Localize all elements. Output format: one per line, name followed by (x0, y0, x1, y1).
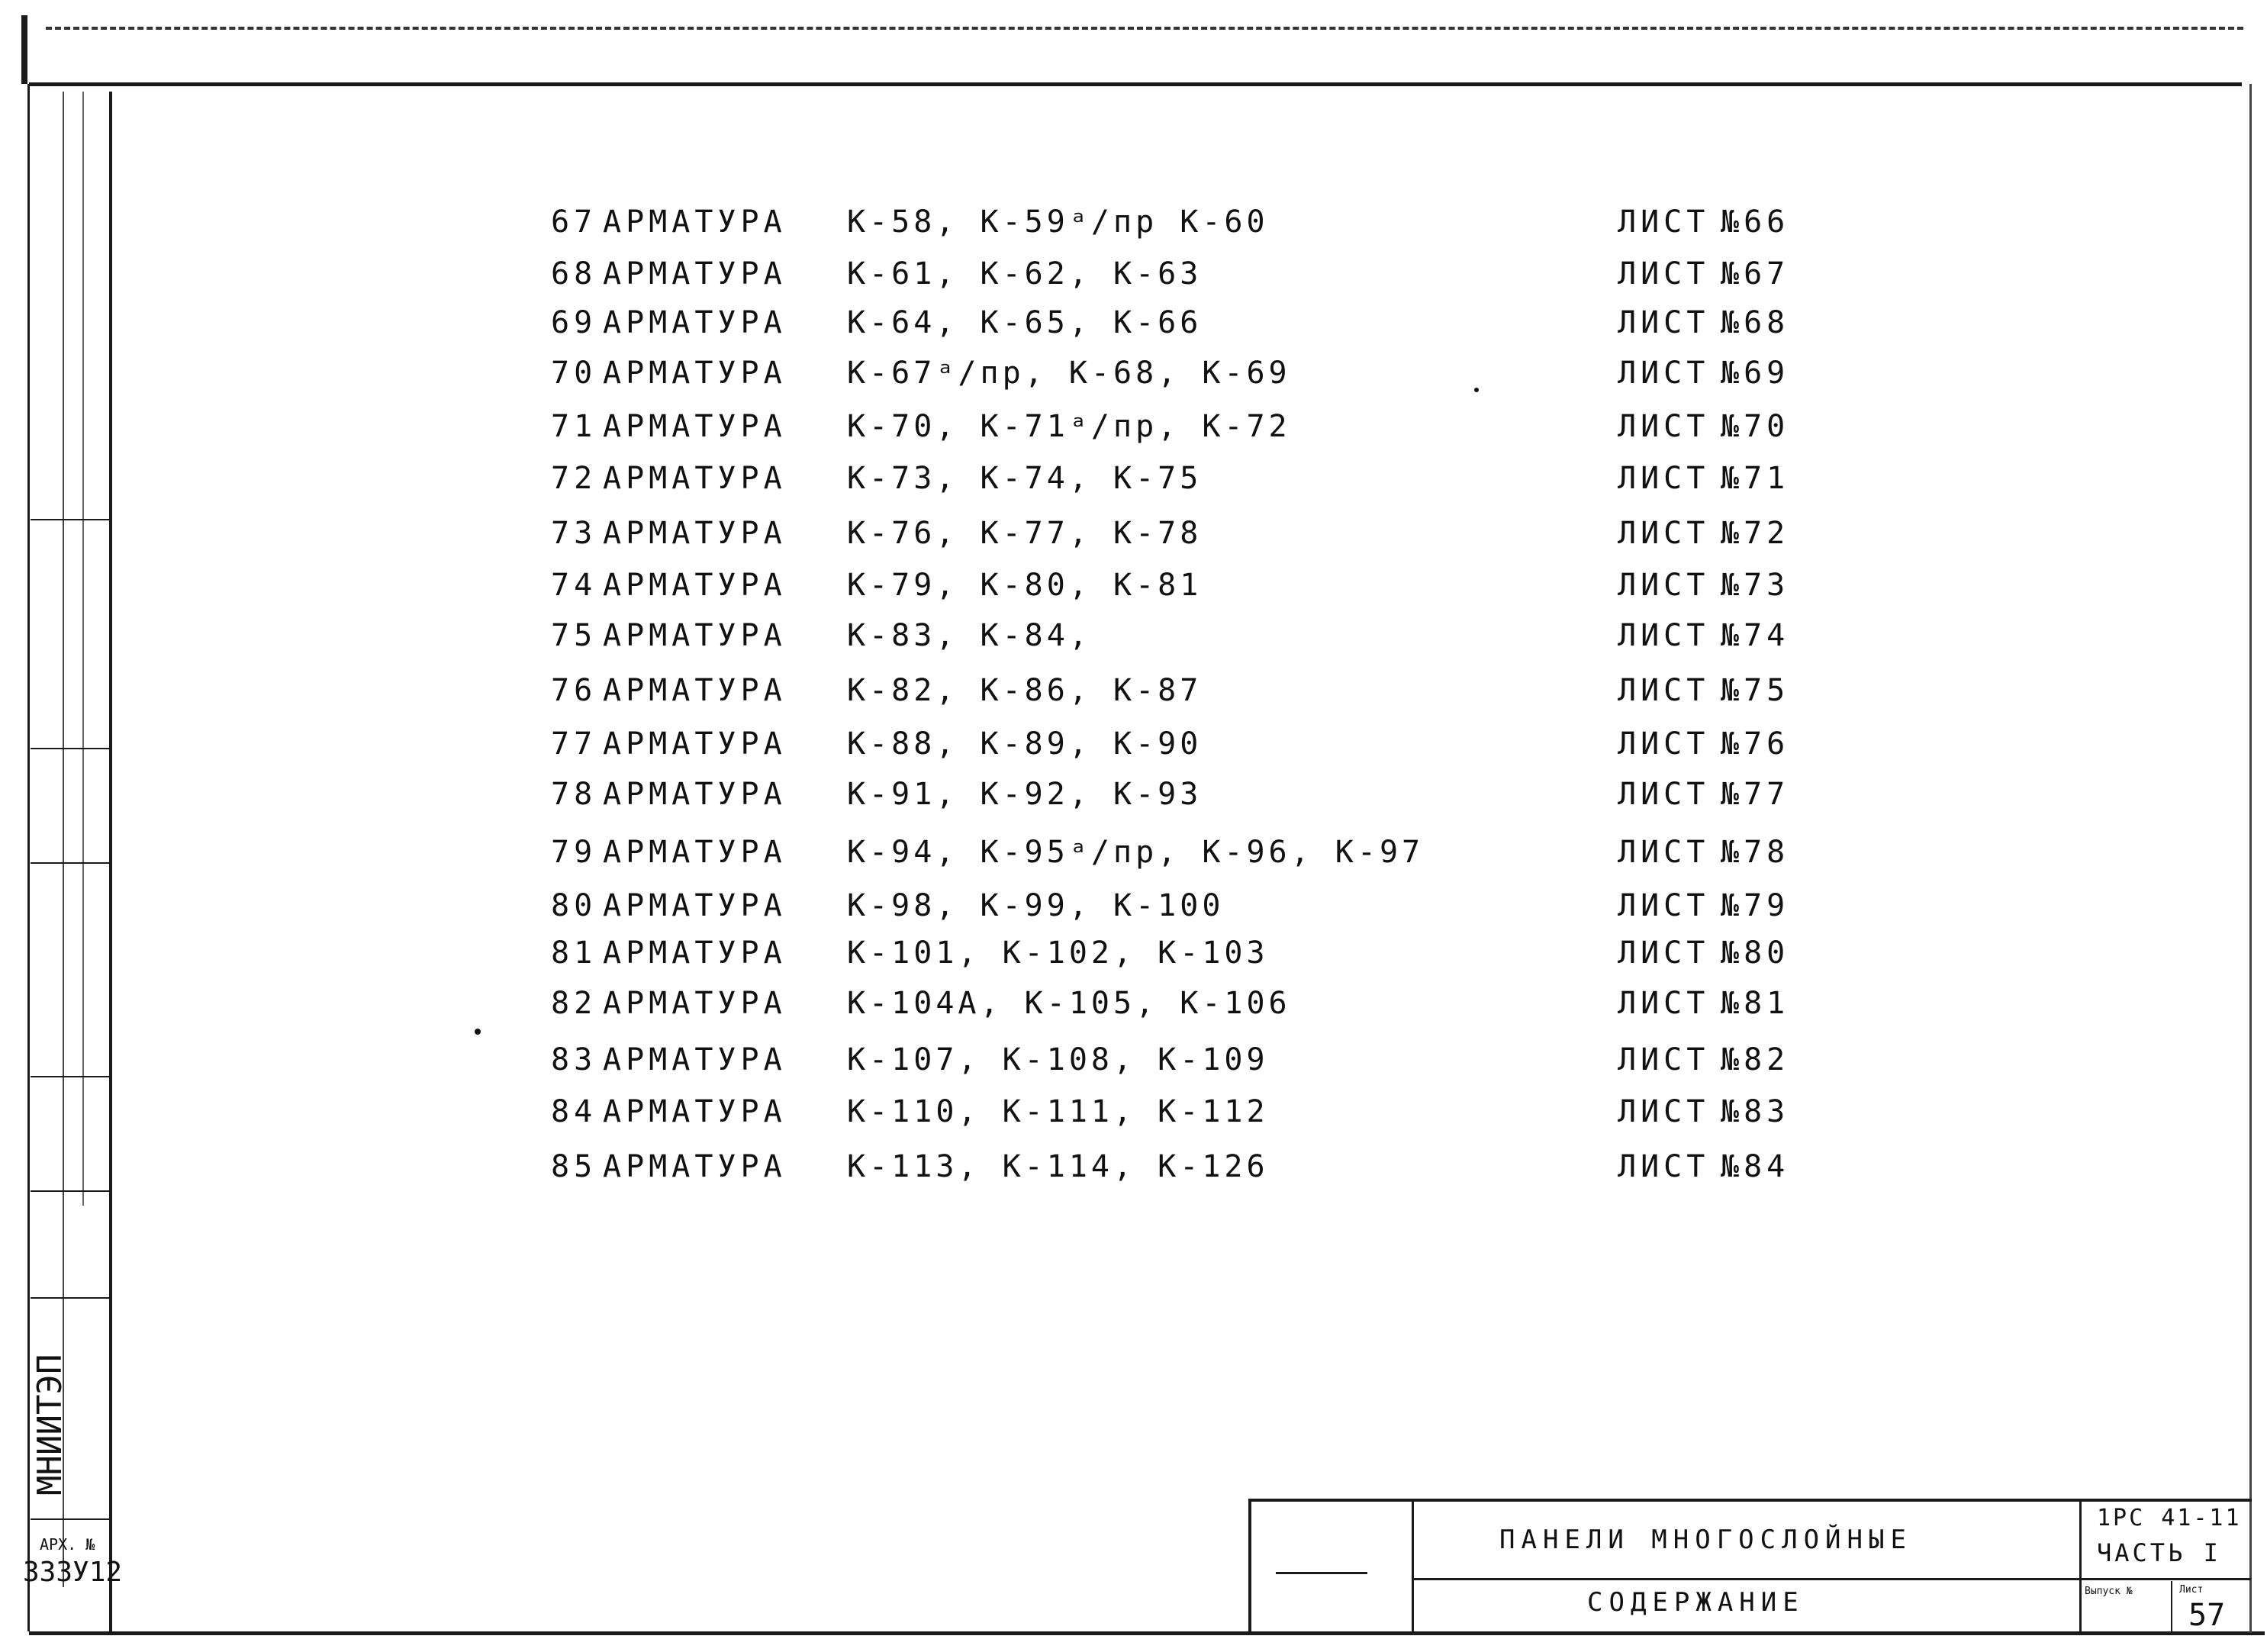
list-item (0, 356, 2267, 401)
entry-refs: К-91, К-92, К-93 (847, 777, 1203, 812)
entry-number: 68 (551, 256, 597, 291)
list-item (0, 618, 2267, 664)
sheet-label: ЛИСТ (1618, 568, 1710, 603)
list-item (0, 986, 2267, 1032)
entry-title: АРМАТУРА (603, 835, 787, 870)
list-item (0, 777, 2267, 823)
sheet-number: №83 (1721, 1094, 1790, 1129)
entry-number: 76 (551, 673, 597, 708)
entry-title: АРМАТУРА (603, 568, 787, 603)
sheet-number: №69 (1721, 356, 1790, 391)
sheet-number: №73 (1721, 568, 1790, 603)
entry-title: АРМАТУРА (603, 461, 787, 496)
entry-refs: К-98, К-99, К-100 (847, 888, 1225, 923)
sheet-number: №68 (1721, 305, 1790, 340)
sheet-label: ЛИСТ (1618, 835, 1710, 870)
entry-refs: К-101, К-102, К-103 (847, 935, 1269, 971)
entry-number: 81 (551, 935, 597, 971)
entry-number: 73 (551, 516, 597, 551)
sheet-label: ЛИСТ (1618, 935, 1710, 971)
sheet-number: №66 (1721, 204, 1790, 240)
entry-title: АРМАТУРА (603, 777, 787, 812)
entry-refs: К-107, К-108, К-109 (847, 1042, 1269, 1077)
sheet-number: №74 (1721, 618, 1790, 653)
sheet-number: №79 (1721, 888, 1790, 923)
list-item (0, 305, 2267, 351)
issue-label: Выпуск № (2085, 1586, 2133, 1597)
entry-refs: К-73, К-74, К-75 (847, 461, 1203, 496)
entry-number: 82 (551, 986, 597, 1021)
entry-refs: К-67ᵃ/пр, К-68, К-69 (847, 356, 1291, 391)
sheet-label: ЛИСТ (1618, 673, 1710, 708)
ink-spot (1474, 388, 1479, 392)
entry-title: АРМАТУРА (603, 356, 787, 391)
list-item (0, 726, 2267, 772)
entry-number: 74 (551, 568, 597, 603)
entry-number: 83 (551, 1042, 597, 1077)
entry-title: АРМАТУРА (603, 1094, 787, 1129)
sheet-number: №82 (1721, 1042, 1790, 1077)
top-border (29, 82, 2242, 86)
sheet-label: ЛИСТ (1618, 356, 1710, 391)
list-item (0, 1094, 2267, 1140)
list-item (0, 568, 2267, 613)
entry-number: 85 (551, 1149, 597, 1184)
list-item (0, 256, 2267, 302)
sheet-number: №72 (1721, 516, 1790, 551)
sheet-label: ЛИСТ (1618, 777, 1710, 812)
entry-number: 84 (551, 1094, 597, 1129)
archive-label: АРХ. № (40, 1535, 95, 1554)
entry-title: АРМАТУРА (603, 256, 787, 291)
list-item (0, 461, 2267, 507)
archive-number: 333У12 (23, 1557, 123, 1588)
sheet-label: ЛИСТ (1618, 986, 1710, 1021)
entry-number: 67 (551, 204, 597, 240)
entry-refs: К-104А, К-105, К-106 (847, 986, 1291, 1021)
entry-refs: К-70, К-71ᵃ/пр, К-72 (847, 409, 1291, 444)
sheet-label: Лист (2179, 1584, 2204, 1596)
entry-number: 71 (551, 409, 597, 444)
sheet-label: ЛИСТ (1618, 1094, 1710, 1129)
entry-title: АРМАТУРА (603, 204, 787, 240)
sheet-number: №80 (1721, 935, 1790, 971)
entry-title: АРМАТУРА (603, 986, 787, 1021)
sheet-label: ЛИСТ (1618, 461, 1710, 496)
sheet-label: ЛИСТ (1618, 256, 1710, 291)
sheet-number: №84 (1721, 1149, 1790, 1184)
list-item (0, 1042, 2267, 1088)
entry-title: АРМАТУРА (603, 305, 787, 340)
entry-title: АРМАТУРА (603, 516, 787, 551)
entry-refs: К-110, К-111, К-112 (847, 1094, 1269, 1129)
sheet-number: 57 (2188, 1598, 2226, 1633)
series-code: 1РС 41-11 (2097, 1505, 2242, 1531)
entry-number: 80 (551, 888, 597, 923)
entry-refs: К-94, К-95ᵃ/пр, К-96, К-97 (847, 835, 1425, 870)
entry-title: АРМАТУРА (603, 618, 787, 653)
sheet-label: ЛИСТ (1618, 618, 1710, 653)
entry-number: 72 (551, 461, 597, 496)
sheet-number: №81 (1721, 986, 1790, 1021)
sheet-label: ЛИСТ (1618, 516, 1710, 551)
sheet-label: ЛИСТ (1618, 888, 1710, 923)
sheet-number: №76 (1721, 726, 1790, 762)
entry-title: АРМАТУРА (603, 726, 787, 762)
sheet-label: ЛИСТ (1618, 726, 1710, 762)
top-cut-line (46, 27, 2243, 30)
left-edge (21, 15, 27, 84)
list-item (0, 204, 2267, 250)
sheet-label: ЛИСТ (1618, 1042, 1710, 1077)
entry-refs: К-58, К-59ᵃ/пр К-60 (847, 204, 1269, 240)
entry-number: 79 (551, 835, 597, 870)
entry-title: АРМАТУРА (603, 673, 787, 708)
sheet-label: ЛИСТ (1618, 1149, 1710, 1184)
sheet-label: ЛИСТ (1618, 409, 1710, 444)
entry-refs: К-113, К-114, К-126 (847, 1149, 1269, 1184)
entry-title: АРМАТУРА (603, 888, 787, 923)
section-title: СОДЕРЖАНИЕ (1587, 1587, 1805, 1618)
entry-refs: К-64, К-65, К-66 (847, 305, 1203, 340)
sheet-number: №67 (1721, 256, 1790, 291)
sheet-number: №78 (1721, 835, 1790, 870)
entry-refs: К-82, К-86, К-87 (847, 673, 1203, 708)
entry-title: АРМАТУРА (603, 409, 787, 444)
list-item (0, 835, 2267, 881)
list-item (0, 673, 2267, 719)
sheet-label: ЛИСТ (1618, 305, 1710, 340)
entry-title: АРМАТУРА (603, 1149, 787, 1184)
ink-spot (475, 1029, 481, 1035)
sheet-label: ЛИСТ (1618, 204, 1710, 240)
list-item (0, 516, 2267, 562)
entry-number: 70 (551, 356, 597, 391)
entry-title: АРМАТУРА (603, 1042, 787, 1077)
list-item (0, 935, 2267, 981)
entry-refs: К-76, К-77, К-78 (847, 516, 1203, 551)
entry-refs: К-83, К-84, (847, 618, 1091, 653)
list-item (0, 888, 2267, 934)
entry-refs: К-88, К-89, К-90 (847, 726, 1203, 762)
sheet-number: №70 (1721, 409, 1790, 444)
entry-number: 77 (551, 726, 597, 762)
entry-refs: К-61, К-62, К-63 (847, 256, 1203, 291)
entry-title: АРМАТУРА (603, 935, 787, 971)
sheet-number: №77 (1721, 777, 1790, 812)
entry-number: 75 (551, 618, 597, 653)
list-item (0, 409, 2267, 455)
part-label: ЧАСТЬ I (2097, 1538, 2221, 1567)
product-title: ПАНЕЛИ МНОГОСЛОЙНЫЕ (1499, 1525, 1912, 1555)
sheet-number: №75 (1721, 673, 1790, 708)
list-item (0, 1149, 2267, 1195)
bottom-border (29, 1631, 2265, 1635)
sheet-number: №71 (1721, 461, 1790, 496)
entry-refs: К-79, К-80, К-81 (847, 568, 1203, 603)
entry-number: 78 (551, 777, 597, 812)
org-name: МНИИТЭП (31, 1354, 69, 1496)
entry-number: 69 (551, 305, 597, 340)
